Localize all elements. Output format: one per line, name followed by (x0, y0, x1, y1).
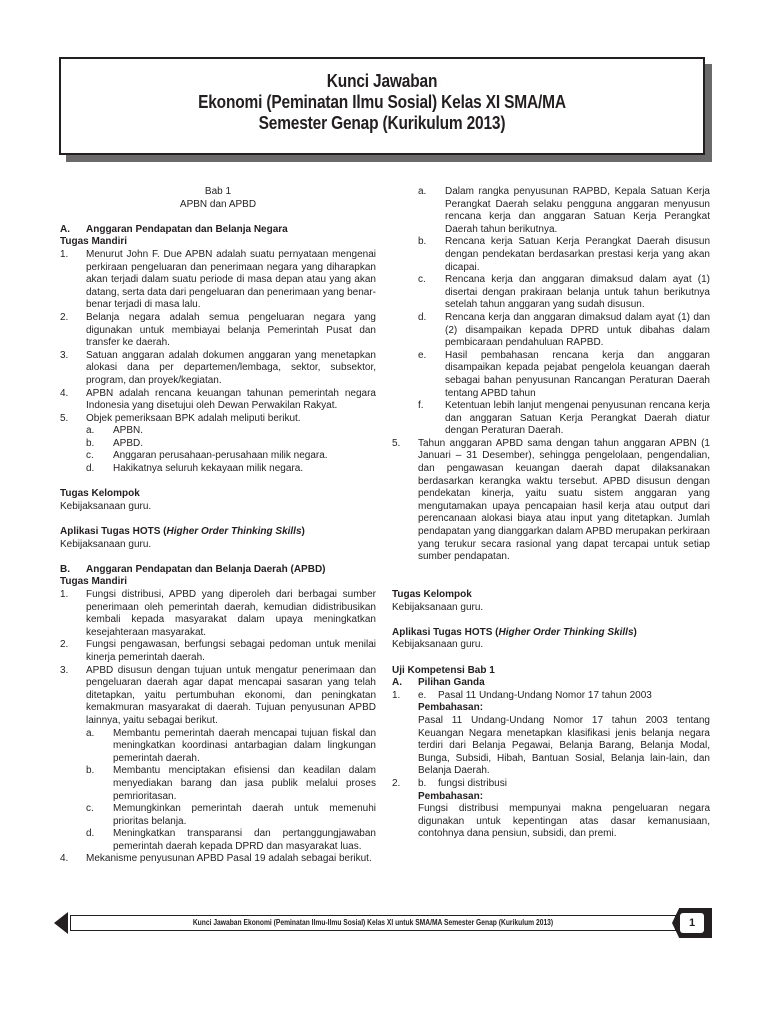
list-item: 1. Fungsi distribusi, APBD yang diperoleh dari berbagai sumber penerimaan oleh pemerintah daerah, kemudian didistribusikan kembali kepada masyarakat dalam upaya meningkatkan kesejahteraan masyarakat. (60, 589, 376, 638)
list-item: 1. Menurut John F. Due APBN adalah suatu pernyataan mengenai perkiraan pengeluaran dan penerimaan negara yang diharapkan akan terjadi dalam suatu periode di masa depan atau yang akan datang, serta data dari pengeluaran dan penerimaan yang benar-benar terjadi di masa lalu. (60, 248, 376, 311)
hots-heading: Aplikasi Tugas HOTS (Higher Order Thinking Skills) (392, 626, 637, 638)
sub-list-item: c. Memungkinkan pemerintah daerah untuk memenuhi prioritas belanja. (86, 803, 376, 827)
title-line-2: Ekonomi (Peminatan Ilmu Sosial) Kelas XI SMA/MA (198, 92, 566, 112)
list-item: 2. Fungsi pengawasan, berfungsi sebagai pedoman untuk menilai kinerja pemerintah daerah. (60, 639, 376, 663)
title-box (59, 57, 705, 155)
footer-bar (70, 915, 676, 931)
list-item: 4. APBN adalah rencana keuangan tahunan pemerintah negara Indonesia yang disetujui oleh Dewan Perwakilan Rakyat. (60, 387, 376, 412)
page-number: 1 (680, 913, 704, 933)
hots-answer: Kebijaksanaan guru. (60, 538, 152, 550)
sub-list-item: c. Anggaran perusahaan-perusahaan milik negara. (86, 450, 328, 462)
tugas-mandiri-heading: Tugas Mandiri (60, 236, 128, 248)
list-item: 4. Mekanisme penyusunan APBD Pasal 19 adalah sebagai berikut. (60, 853, 372, 865)
tugas-kelompok-answer: Kebijaksanaan guru. (392, 601, 484, 613)
sub-list-item: c. Rencana kerja dan anggaran dimaksud dalam ayat (1) disertai dengan prakiraan belanja untuk tahun berikutnya setelah tahun anggaran yang sudah disusun. (418, 274, 710, 311)
page-footer (60, 908, 708, 938)
title-line-1: Kunci Jawaban (326, 71, 438, 91)
tugas-mandiri-heading: Tugas Mandiri (60, 576, 128, 588)
answer-item: 2. b. fungsi distribusi Pembahasan: Fungsi distribusi mempunyai makna pengeluaran negara digunakan untuk kepentingan atas dasar kemanusiaan, contohnya dana pensiun, subsidi, dan premi. (392, 777, 710, 840)
uji-kompetensi-heading: Uji Kompetensi Bab 1 (392, 664, 495, 676)
sub-list-item: d. Hakikatnya seluruh kekayaan milik negara. (86, 463, 304, 475)
tugas-kelompok-heading: Tugas Kelompok (60, 488, 140, 500)
sub-list-item: a. APBN. (86, 425, 144, 437)
answer-item: 1. e. Pasal 11 Undang-Undang Nomor 17 tahun 2003 Pembahasan: Pasal 11 Undang-Undang Nomor 17 tahun 2003 tentang Keuangan Negara menetapkan klasifikasi jenis belanja negara terdiri dari Belanja Pegawai, Belanja Barang, Belanja Modal, Bunga, Subsidi, Hibah, Bantuan Sosial, Belanja lain-lain, dan Belanja Daerah. (392, 689, 710, 777)
sub-list-item: a. Membantu pemerintah daerah mencapai tujuan fiskal dan meningkatkan koordinasi antarbagian dalam lingkungan pemerintah daerah. (86, 727, 376, 764)
section-b-heading: B. Anggaran Pendapatan dan Belanja Daerah (APBD) (60, 563, 326, 575)
list-item: 5. Objek pemeriksaan BPK adalah meliputi berikut. (60, 412, 301, 424)
section-a-heading: A. Anggaran Pendapatan dan Belanja Negara (60, 223, 288, 235)
hots-answer: Kebijaksanaan guru. (392, 639, 484, 651)
pilihan-ganda-heading: A. Pilihan Ganda (392, 677, 485, 689)
list-item: 3. APBD disusun dengan tujuan untuk mengatur penerimaan dan pengeluaran daerah agar dapat mencapai sasaran yang telah ditetapkan, yaitu pertumbuhan ekonomi, dan peningkatan kemakmuran masyarakat di daerah. Tujuan penyusunan APBD lainnya, yaitu sebagai berikut. (60, 664, 376, 726)
sub-list-item: b. Membantu menciptakan efisiensi dan keadilan dalam menyediakan barang dan jasa publik melalui proses pemrioritasan. (86, 765, 376, 802)
sub-list-item: a. Dalam rangka penyusunan RAPBD, Kepala Satuan Kerja Perangkat Daerah selaku pengguna anggaran menyusun rencana kerja dan anggaran Satuan Kerja Perangkat Daerah tahun berikutnya. (418, 186, 710, 235)
sub-list-item: e. Hasil pembahasan rencana kerja dan anggaran disampaikan kepada pejabat pengelola keuangan daerah sebagai bahan penyusunan Rancangan Peraturan Daerah tentang APBD tahun (418, 349, 710, 399)
sub-list-item: f. Ketentuan lebih lanjut mengenai penyusunan rencana kerja dan anggaran Satuan Kerja Perangkat Daerah diatur dengan Peraturan Daerah. (418, 400, 710, 437)
title-line-3: Semester Genap (Kurikulum 2013) (258, 113, 506, 133)
left-column (60, 186, 376, 866)
list-item: 2. Belanja negara adalah semua pengeluaran negara yang digunakan untuk membiayai belanja Pemerintah Pusat dan transfer ke daerah. (60, 311, 376, 349)
right-column (392, 186, 710, 841)
sub-list-item: d. Meningkatkan transparansi dan pertanggungjawaban pemerintah daerah kepada DPRD dan masyarakat luas. (86, 828, 376, 852)
chapter-number: Bab 1 (204, 186, 232, 197)
list-item: 5. Tahun anggaran APBD sama dengan tahun anggaran APBN (1 Januari – 31 Desember), sehingga pengelolaan, pengendalian, dan pengawasan keuangan daerah dapat dilaksanakan berdasarkan kerangka waktu tersebut. APBD disusun dengan pendekatan kinerja, yaitu suatu sistem anggaran yang mengutamakan upaya pencapaian hasil kerja atau output dari perencanaan alokasi biaya atau input yang ditetapkan. Jumlah pendapatan yang dianggarkan dalam APBD merupakan perkiraan yang terukur secara rasional yang dapat tercapai untuk setiap sumber pendapatan. (392, 437, 710, 563)
hots-heading: Aplikasi Tugas HOTS (Higher Order Thinking Skills) (60, 526, 305, 538)
footer-left-arrow (54, 912, 68, 934)
sub-list-item: b. Rencana kerja Satuan Kerja Perangkat Daerah disusun dengan pendekatan berdasarkan prestasi kerja yang akan dicapai. (418, 236, 710, 273)
tugas-kelompok-heading: Tugas Kelompok (392, 589, 472, 600)
chapter-title: APBN dan APBD (179, 198, 257, 210)
tugas-kelompok-answer: Kebijaksanaan guru. (60, 500, 152, 512)
sub-list-item: b. APBD. (86, 437, 144, 449)
list-item: 3. Satuan anggaran adalah dokumen anggaran yang menetapkan alokasi dana per departemen/lembaga, sektor, subsektor, program, dan proyek/kegiatan. (60, 349, 376, 386)
sub-list-item: d. Rencana kerja dan anggaran dimaksud dalam ayat (1) dan (2) disampaikan kepada DPRD untuk dibahas dalam pembicaraan pendahuluan RAPBD. (418, 311, 710, 349)
footer-text: Kunci Jawaban Ekonomi (Peminatan Ilmu-Ilmu Sosial) Kelas XI untuk SMA/MA Semester Genap (Kurikulum 2013) (192, 917, 554, 927)
